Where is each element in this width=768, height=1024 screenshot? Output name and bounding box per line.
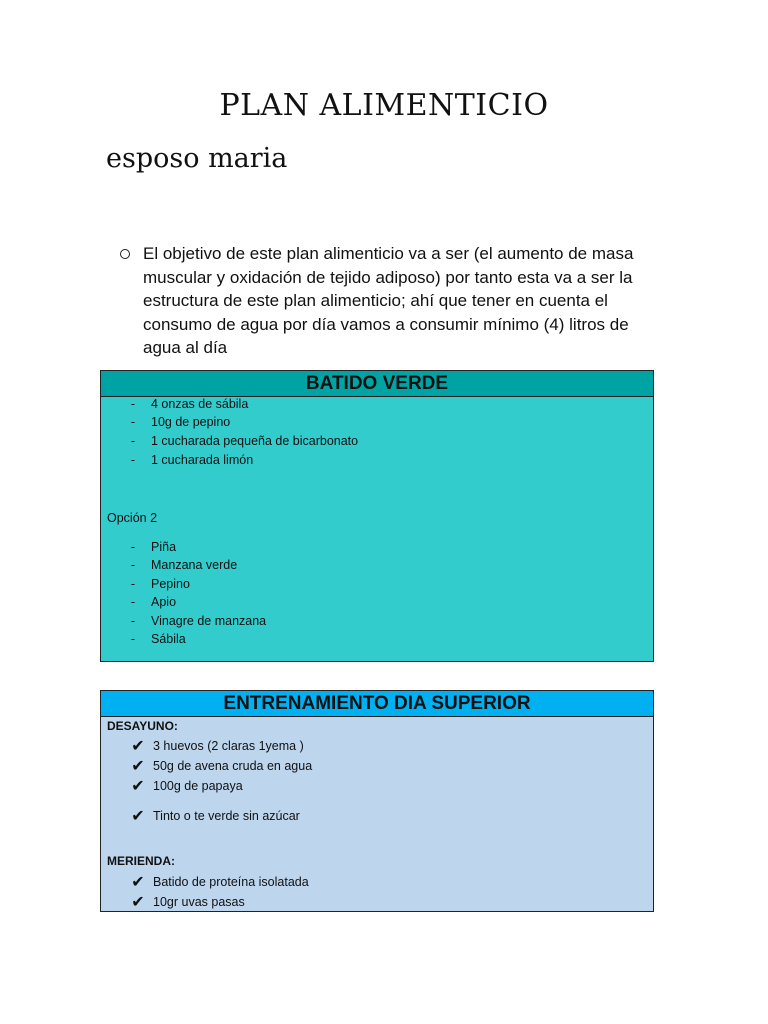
checkmark-icon: ✔ (131, 874, 145, 891)
list-item-text: Vinagre de manzana (151, 614, 267, 628)
dash-bullet-icon: - (130, 632, 136, 646)
list-item-text: Manzana verde (151, 558, 238, 572)
list-item-text: Apio (151, 595, 177, 609)
dash-bullet-icon: - (130, 595, 136, 609)
list-item-text: 3 huevos (2 claras 1yema ) (153, 739, 304, 753)
objective-paragraph (120, 242, 665, 360)
batido-verde-table (100, 370, 654, 662)
list-item-text: 100g de papaya (153, 779, 243, 793)
dash-bullet-icon: - (130, 397, 136, 411)
objective-text: El objetivo de este plan alimenticio va a ser (el aumento de masa muscular y oxidación de tejido adiposo) por tanto esta va a ser la estructura de este plan alimenticio; ahí que tener en cuenta el consumo de agua por día vamos a consumir mínimo (4) litros de agua al día (143, 244, 634, 357)
checkmark-icon: ✔ (131, 778, 145, 795)
list-item (101, 558, 237, 572)
list-item (101, 806, 300, 826)
list-item-text: Tinto o te verde sin azúcar (153, 809, 300, 823)
entrenamiento-title: ENTRENAMIENTO DIA SUPERIOR (101, 691, 653, 717)
dash-bullet-icon: - (130, 577, 136, 591)
dash-bullet-icon: - (130, 453, 136, 467)
checkmark-icon: ✔ (131, 894, 145, 911)
list-item (101, 614, 266, 628)
desayuno-label: DESAYUNO: (107, 719, 178, 733)
list-item (101, 736, 304, 756)
dash-bullet-icon: - (130, 415, 136, 429)
list-item-text: 10gr uvas pasas (153, 895, 245, 909)
dash-bullet-icon: - (130, 614, 136, 628)
list-item (101, 632, 186, 646)
list-item (101, 892, 245, 912)
batido-verde-title: BATIDO VERDE (101, 371, 653, 397)
checkmark-icon: ✔ (131, 758, 145, 775)
checkmark-icon: ✔ (131, 738, 145, 755)
dash-bullet-icon: - (130, 558, 136, 572)
option-label: Opción 2 (107, 511, 158, 525)
list-item (101, 577, 190, 591)
list-item (101, 872, 309, 892)
page-title: PLAN ALIMENTICIO (219, 88, 549, 123)
list-item (101, 776, 243, 796)
list-item-text: 50g de avena cruda en agua (153, 759, 313, 773)
list-item (101, 415, 230, 429)
list-item-text: 1 cucharada pequeña de bicarbonato (151, 434, 359, 448)
dash-bullet-icon: - (130, 540, 136, 554)
list-item (101, 434, 358, 448)
dash-bullet-icon: - (130, 434, 136, 448)
list-item-text: Sábila (151, 632, 186, 646)
list-item-text: 10g de pepino (151, 415, 231, 429)
list-item-text: Batido de proteína isolatada (153, 875, 309, 889)
list-item (101, 453, 253, 467)
list-item-text: 1 cucharada limón (151, 453, 254, 467)
list-item (101, 756, 312, 776)
merienda-label: MERIENDA: (107, 854, 175, 868)
list-item-text: Pepino (151, 577, 190, 591)
circle-bullet-icon (120, 249, 130, 259)
entrenamiento-table (100, 690, 654, 912)
list-item (101, 397, 248, 411)
checkmark-icon: ✔ (131, 808, 145, 825)
list-item (101, 595, 176, 609)
list-item (101, 540, 176, 554)
list-item-text: Piña (151, 540, 177, 554)
list-item-text: 4 onzas de sábila (151, 397, 249, 411)
page-subtitle: esposo maria (106, 143, 288, 174)
